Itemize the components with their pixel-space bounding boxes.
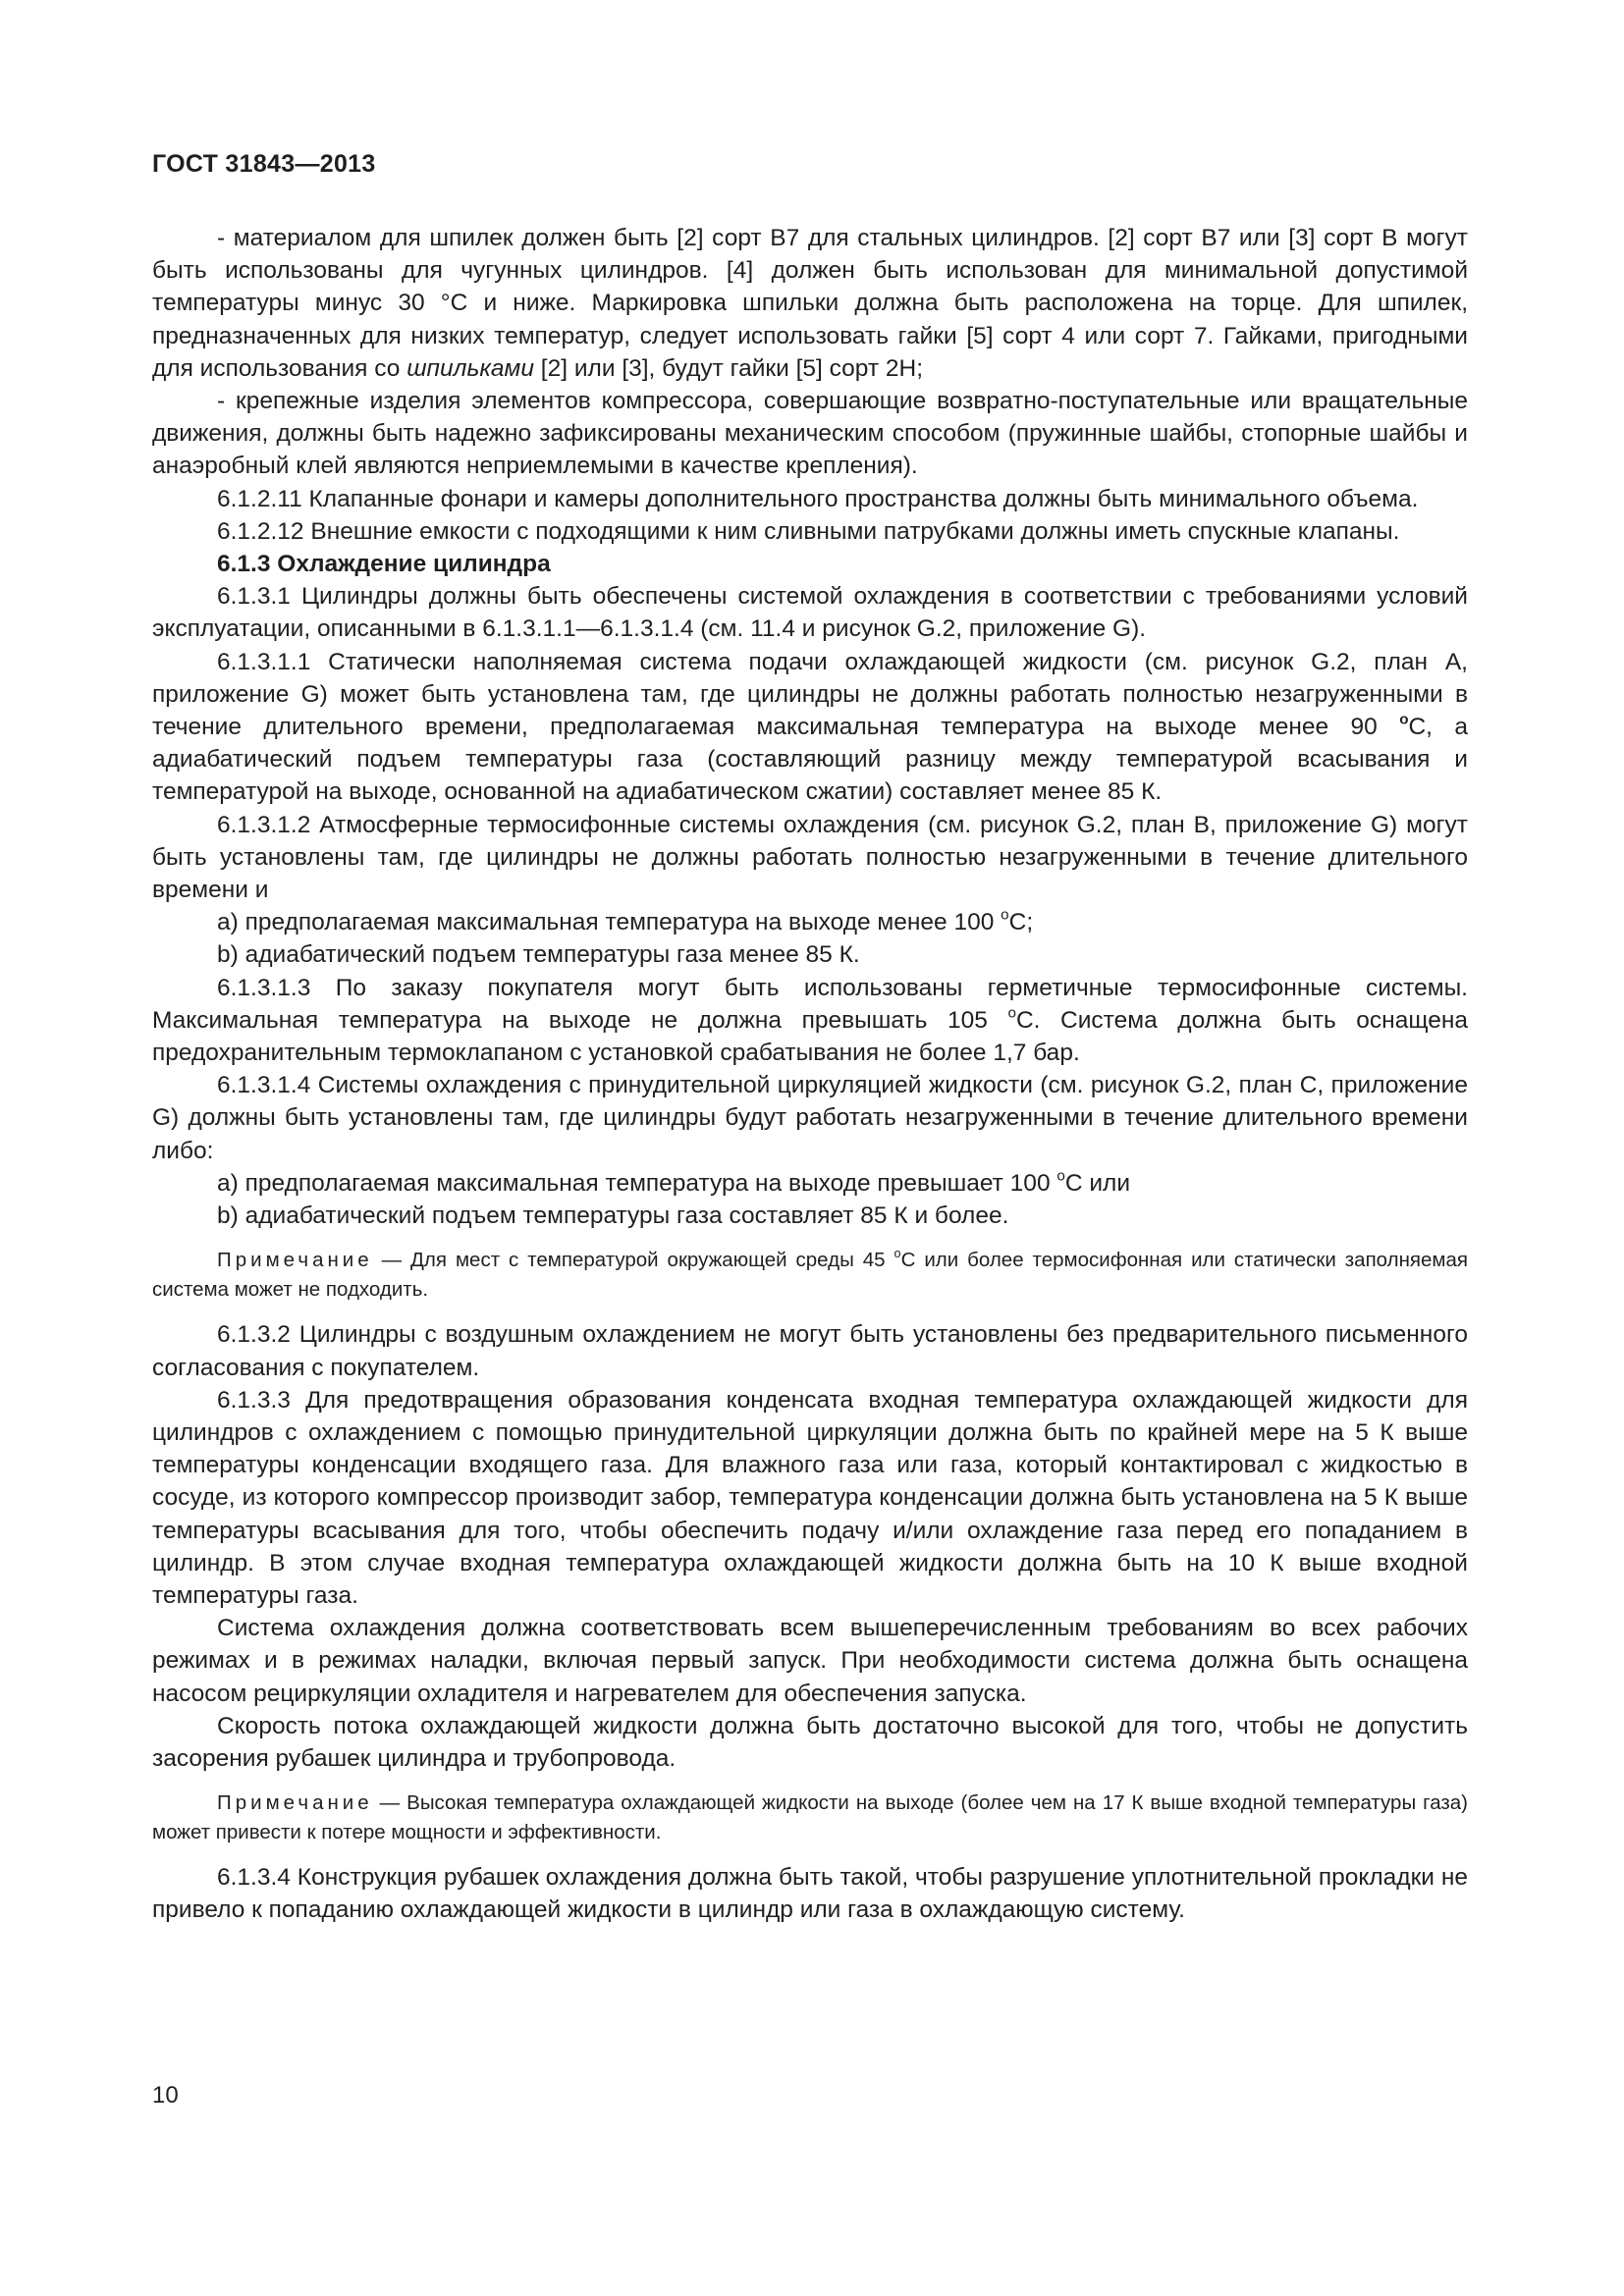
- paragraph-6-1-3-1-4: 6.1.3.1.4 Системы охлаждения с принудительной циркуляцией жидкости (см. рисунок G.2, план С, приложение G) должны быть установлены там, где цилиндры будут работать незагруженными в течение длительного времени либо:: [152, 1072, 1468, 1164]
- paragraph-6-1-3-1-1: 6.1.3.1.1 Статически наполняемая система подачи охлаждающей жидкости (см. рисунок G.2, план А, приложение G) может быть установлена там, где цилиндры не должны работать полностью незагруженными в течение длительного времени, предполагаемая максимальная температура на выходе менее 90 $^о$С, а адиабатический подъем температуры газа (составляющий разницу между температурой всасывания и температурой на выходе, основанной на адиабатическом сжатии) составляет менее 85 К.: [152, 648, 1468, 806]
- document-header: ГОСТ 31843—2013: [152, 150, 376, 178]
- page-number: 10: [152, 2082, 179, 2109]
- paragraph-6-1-3-3: 6.1.3.3 Для предотвращения образования конденсата входная температура охлаждающей жидкости для цилиндров с охлаждением с помощью принудительной циркуляции должна быть по крайней мере на 5 К выше температуры конденсации входящего газа. Для влажного газа или газа, который контактировал с жидкостью в сосуде, из которого компрессор производит забор, температура конденсации должна быть установлена на 5 К выше температуры всасывания для того, чтобы обеспечить подачу и/или охлаждение газа перед его попаданием в цилиндр. В этом случае входная температура охлаждающей жидкости должна быть на 10 К выше входной температуры газа.: [152, 1386, 1468, 1609]
- note: Примечание — Высокая температура охлаждающей жидкости на выходе (более чем на 17 К выше входной температуры газа) может привести к потере мощности и эффективности.: [152, 1791, 1468, 1844]
- list-item-a: а) предполагаемая максимальная температура на выходе менее 100 $^о$С;: [217, 906, 1034, 936]
- paragraph-6-1-3-2: 6.1.3.2 Цилиндры с воздушным охлаждением не могут быть установлены без предварительного письменного согласования с покупателем.: [152, 1321, 1468, 1381]
- note-label: Примечание: [217, 1249, 373, 1272]
- paragraph-6-1-2-11: 6.1.2.11 Клапанные фонари и камеры дополнительного пространства должны быть минимального объема.: [217, 485, 1419, 512]
- paragraph-flow-rate: Скорость потока охлаждающей жидкости должна быть достаточно высокой для того, чтобы не допустить засорения рубашек цилиндра и трубопровода.: [152, 1712, 1468, 1772]
- section-title: 6.1.3 Охлаждение цилиндра: [217, 551, 551, 578]
- list-item-a: а) предполагаемая максимальная температура на выходе превышает 100 $^о$С или: [217, 1167, 1131, 1197]
- paragraph-6-1-3-1-2: 6.1.3.1.2 Атмосферные термосифонные системы охлаждения (см. рисунок G.2, план В, приложение G) могут быть установлены там, где цилиндры не должны работать полностью незагруженными в течение длительного времени и: [152, 811, 1468, 904]
- document-body: [152, 222, 1468, 1927]
- paragraph-cooling-system: Система охлаждения должна соответствовать всем вышеперечисленным требованиям во всех рабочих режимах и в режимах наладки, включая первый запуск. При необходимости система должна быть оснащена насосом рециркуляции охладителя и нагревателем для обеспечения запуска.: [152, 1615, 1468, 1707]
- paragraph-6-1-3-1-3: 6.1.3.1.3 По заказу покупателя могут быть использованы герметичные термосифонные системы. Максимальная температура на выходе не должна превышать 105 $^о$С. Система должна быть оснащена предохранительным термоклапаном с установкой срабатывания не более 1,7 бар.: [152, 974, 1468, 1067]
- list-item-b: b) адиабатический подъем температуры газа менее 85 К.: [217, 941, 860, 969]
- note-label: Примечание: [217, 1791, 373, 1815]
- paragraph-stud-material: - материалом для шпилек должен быть [2] сорт B7 для стальных цилиндров. [2] сорт B7 или [3] сорт B могут быть использованы для чугунных цилиндров. [4] должен быть использован для минимальной допустимой температуры минус 30 °С и ниже. Маркировка шпильки должна быть расположена на торце. Для шпилек, предназначенных для низких температур, следует использовать гайки [5] сорт 4 или сорт 7. Гайками, пригодными для использования со шпильками [2] или [3], будут гайки [5] сорт 2Н;: [152, 225, 1468, 382]
- paragraph-6-1-3-1: 6.1.3.1 Цилиндры должны быть обеспечены системой охлаждения в соответствии с требованиями условий эксплуатации, описанными в 6.1.3.1.1—6.1.3.1.4 (см. 11.4 и рисунок G.2, приложение G).: [152, 583, 1468, 643]
- note: Примечание — Для мест с температурой окружающей среды 45 $^о$С или более термосифонная или статически заполняемая система может не подходить.: [152, 1246, 1469, 1302]
- italic-term: шпильками: [406, 354, 534, 382]
- paragraph-6-1-2-12: 6.1.2.12 Внешние емкости с подходящими к ним сливными патрубками должны иметь спускные клапаны.: [217, 517, 1400, 545]
- paragraph-6-1-3-4: 6.1.3.4 Конструкция рубашек охлаждения должна быть такой, чтобы разрушение уплотнительной прокладки не привело к попаданию охлаждающей жидкости в цилиндр или газа в охлаждающую систему.: [152, 1864, 1468, 1924]
- list-item-b: b) адиабатический подъем температуры газа составляет 85 К и более.: [217, 1202, 1009, 1230]
- paragraph-fasteners: - крепежные изделия элементов компрессора, совершающие возвратно-поступательные или вращательные движения, должны быть надежно зафиксированы механическим способом (пружинные шайбы, стопорные шайбы и анаэробный клей являются неприемлемыми в качестве крепления).: [152, 388, 1468, 480]
